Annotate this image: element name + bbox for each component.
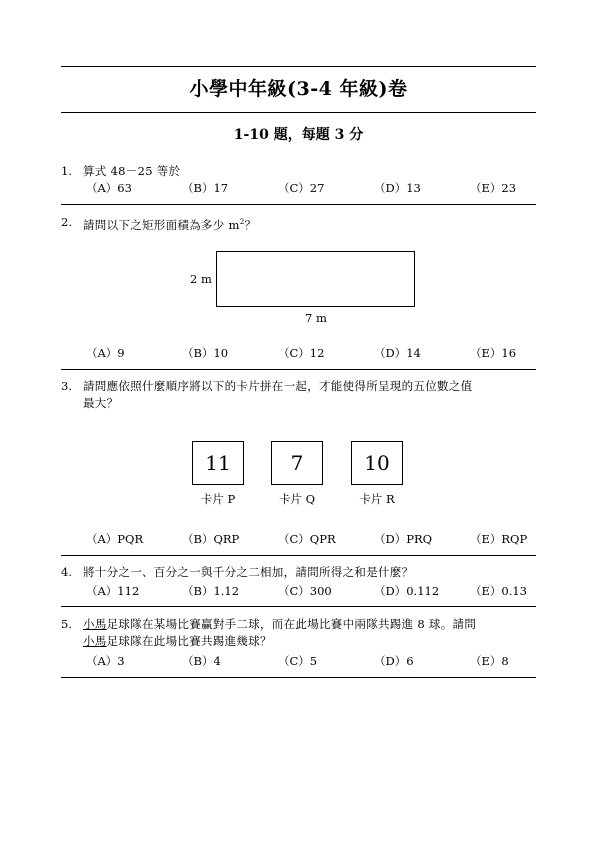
question-5-options bbox=[86, 653, 546, 669]
question-text: 小馬足球隊在某場比賽贏對手二球，而在此場比賽中兩隊共踢進 8 球。請問 小馬足球隊在此場比賽共踢進幾球？ bbox=[83, 617, 477, 648]
option-a: （A）112 bbox=[86, 584, 140, 598]
question-text: 請問應依照什麼順序將以下的卡片拼在一起，才能使得所呈現的五位數之值 最大？ bbox=[83, 379, 473, 410]
question-1-options bbox=[86, 180, 546, 196]
rect-width-label: 7 m bbox=[305, 311, 327, 325]
top-rule bbox=[61, 66, 536, 67]
bottom-rule bbox=[61, 677, 536, 678]
card-r: 10 bbox=[351, 441, 403, 485]
question-4-options bbox=[86, 583, 546, 599]
question-text: 將十分之一、百分之一與千分之二相加，請問所得之和是什麼？ bbox=[83, 565, 414, 579]
divider bbox=[61, 204, 536, 205]
option-b: （B）QRP bbox=[182, 532, 240, 546]
option-d: （D）PRQ bbox=[374, 532, 433, 546]
question-3-options bbox=[86, 531, 546, 547]
option-e: （E）8 bbox=[470, 654, 509, 668]
option-e: （E）23 bbox=[470, 181, 517, 195]
card-q: 7 bbox=[271, 441, 323, 485]
question-2-options bbox=[86, 345, 546, 361]
page-subtitle: 1-10 題，每題 3 分 bbox=[233, 127, 364, 143]
rect-height-label: 2 m bbox=[190, 272, 212, 286]
question-4 bbox=[61, 564, 536, 582]
option-e: （E）RQP bbox=[470, 532, 528, 546]
option-d: （D）14 bbox=[374, 346, 421, 360]
option-d: （D）13 bbox=[374, 181, 421, 195]
option-c: （C）300 bbox=[278, 584, 332, 598]
card-r-label: 卡片 R bbox=[359, 492, 395, 506]
option-c: （C）27 bbox=[278, 181, 325, 195]
question-number: 3. bbox=[61, 379, 72, 393]
divider bbox=[61, 369, 536, 370]
option-e: （E）16 bbox=[470, 346, 517, 360]
question-5 bbox=[61, 616, 536, 652]
divider bbox=[61, 606, 536, 607]
option-d: （D）6 bbox=[374, 654, 414, 668]
option-a: （A）3 bbox=[86, 654, 125, 668]
question-3 bbox=[61, 378, 536, 414]
option-c: （C）12 bbox=[278, 346, 325, 360]
question-number: 2. bbox=[61, 215, 72, 229]
question-number: 4. bbox=[61, 565, 72, 579]
page-title: 小學中年級(3-4 年級)卷 bbox=[189, 78, 408, 100]
option-a: （A）63 bbox=[86, 181, 132, 195]
question-text: 算式 48－25 等於 bbox=[83, 164, 181, 178]
option-b: （B）4 bbox=[182, 654, 221, 668]
option-c: （C）QPR bbox=[278, 532, 336, 546]
card-p-label: 卡片 P bbox=[200, 492, 236, 506]
option-d: （D）0.112 bbox=[374, 584, 440, 598]
team-name: 小馬 bbox=[83, 634, 107, 648]
question-number: 5. bbox=[61, 617, 72, 631]
team-name: 小馬 bbox=[83, 617, 107, 631]
option-b: （B）1.12 bbox=[182, 584, 240, 598]
title-rule bbox=[61, 112, 536, 113]
option-b: （B）17 bbox=[182, 181, 229, 195]
option-a: （A）9 bbox=[86, 346, 125, 360]
card-q-label: 卡片 Q bbox=[278, 492, 316, 506]
option-e: （E）0.13 bbox=[470, 584, 527, 598]
option-c: （C）5 bbox=[278, 654, 318, 668]
option-b: （B）10 bbox=[182, 346, 229, 360]
question-number: 1. bbox=[61, 164, 72, 178]
question-text: 請問以下之矩形面積為多少 $m^2$？ bbox=[83, 217, 257, 232]
option-a: （A）PQR bbox=[86, 532, 144, 546]
divider bbox=[61, 555, 536, 556]
question-2 bbox=[61, 214, 536, 232]
card-p: 11 bbox=[192, 441, 244, 485]
rectangle-figure bbox=[216, 251, 415, 307]
